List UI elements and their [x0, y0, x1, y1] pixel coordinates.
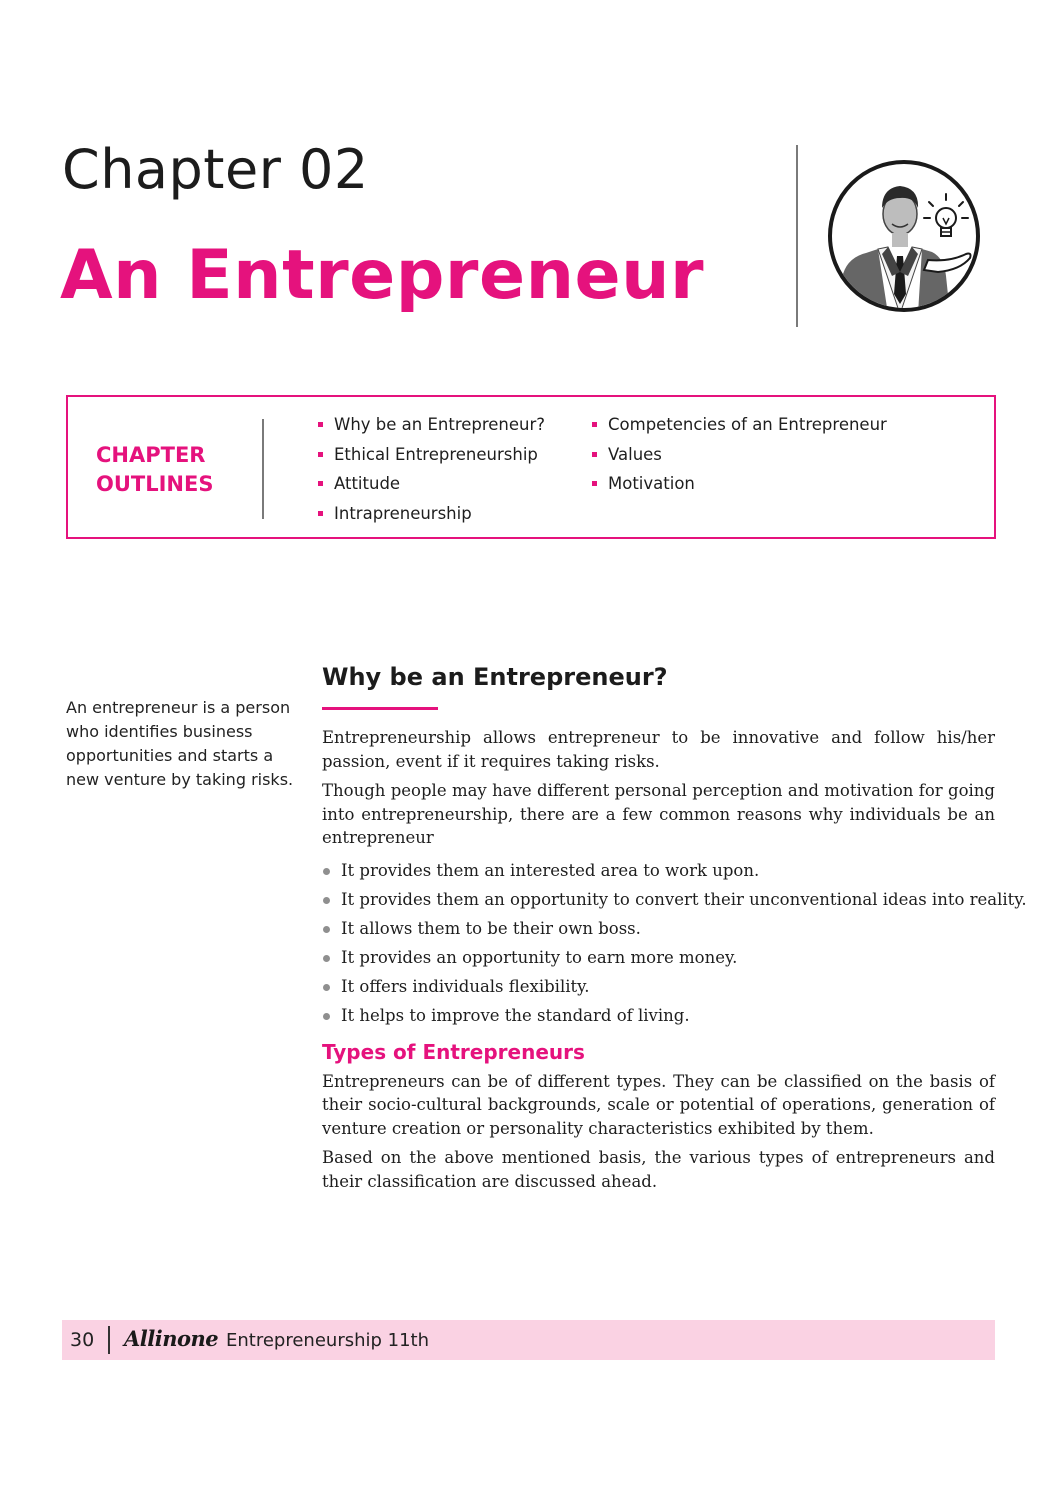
page-number: 30 — [70, 1329, 95, 1351]
outline-item — [590, 469, 887, 499]
outline-item-label: Intrapreneurship — [334, 503, 472, 523]
footer-divider — [108, 1326, 110, 1354]
chapter-label: Chapter 02 — [62, 138, 369, 201]
subsection-heading: Types of Entrepreneurs — [322, 1039, 585, 1064]
paragraph: Though people may have different personal perception and motivation for going into entrepreneurship, there are a few common reasons why individuals be an entrepreneur — [322, 781, 995, 847]
bullet-dot-icon — [323, 955, 330, 962]
bullet-dot-icon — [323, 984, 330, 991]
bullet-dot-icon — [323, 1013, 330, 1020]
outline-heading: CHAPTER OUTLINES — [96, 443, 214, 496]
book-title: Entrepreneurship 11th — [226, 1330, 430, 1351]
list-item-text: It provides them an opportunity to convert their unconventional ideas into reality. — [341, 889, 1027, 909]
outline-divider — [262, 419, 264, 519]
list-item — [322, 1001, 995, 1030]
bullet-square-icon — [592, 481, 597, 486]
bullet-square-icon — [318, 452, 323, 457]
outline-item — [590, 440, 887, 470]
bullet-square-icon — [318, 481, 323, 486]
outline-item-label: Why be an Entrepreneur? — [334, 415, 546, 434]
outline-item — [316, 410, 545, 440]
bullet-square-icon — [592, 422, 597, 427]
outline-item — [590, 410, 887, 440]
outline-column-2 — [590, 410, 887, 499]
list-item — [322, 972, 995, 1001]
list-item — [322, 943, 995, 972]
reasons-list — [322, 856, 1027, 1030]
list-item-text: It offers individuals flexibility. — [341, 976, 590, 996]
entrepreneur-idea-lightbulb-icon — [826, 158, 982, 314]
outline-item-label: Motivation — [608, 474, 695, 493]
outline-item-label: Ethical Entrepreneurship — [334, 444, 538, 464]
section-underline — [322, 707, 438, 710]
bullet-dot-icon — [323, 868, 330, 875]
brand-logo: Allinone — [124, 1326, 219, 1351]
outline-item — [316, 499, 545, 529]
bullet-square-icon — [318, 511, 323, 516]
list-item — [322, 914, 995, 943]
paragraph: Based on the above mentioned basis, the various types of entrepreneurs and their classification are discussed ahead. — [322, 1148, 995, 1191]
main-content — [322, 660, 1027, 1199]
chapter-title: An Entrepreneur — [60, 236, 705, 315]
margin-note: An entrepreneur is a person who identifies business opportunities and starts a new venture by taking risks. — [66, 698, 294, 789]
bullet-dot-icon — [323, 897, 330, 904]
outline-item-label: Competencies of an Entrepreneur — [608, 415, 887, 434]
outline-item — [316, 440, 545, 470]
list-item — [322, 885, 1027, 914]
outline-column-1 — [316, 410, 545, 528]
section-heading: Why be an Entrepreneur? — [322, 663, 668, 691]
outline-item-label: Values — [608, 444, 662, 464]
list-item-text: It helps to improve the standard of living. — [341, 1005, 690, 1025]
header-divider — [796, 145, 798, 327]
paragraph: Entrepreneurship allows entrepreneur to be innovative and follow his/her passion, event if it requires taking risks. — [322, 728, 995, 771]
chapter-outline-box — [66, 395, 996, 539]
bullet-square-icon — [318, 422, 323, 427]
bullet-dot-icon — [323, 926, 330, 933]
list-item-text: It provides an opportunity to earn more money. — [341, 947, 738, 967]
list-item-text: It provides them an interested area to work upon. — [341, 860, 760, 880]
page-footer — [62, 1320, 995, 1360]
outline-item-label: Attitude — [334, 474, 401, 493]
outline-item — [316, 469, 545, 499]
bullet-square-icon — [592, 452, 597, 457]
paragraph: Entrepreneurs can be of different types. They can be classified on the basis of their socio-cultural backgrounds, scale or potential of operations, generation of venture creation or personality characteristics exhibited by them. — [322, 1071, 995, 1138]
list-item — [322, 856, 995, 885]
list-item-text: It allows them to be their own boss. — [341, 918, 641, 938]
